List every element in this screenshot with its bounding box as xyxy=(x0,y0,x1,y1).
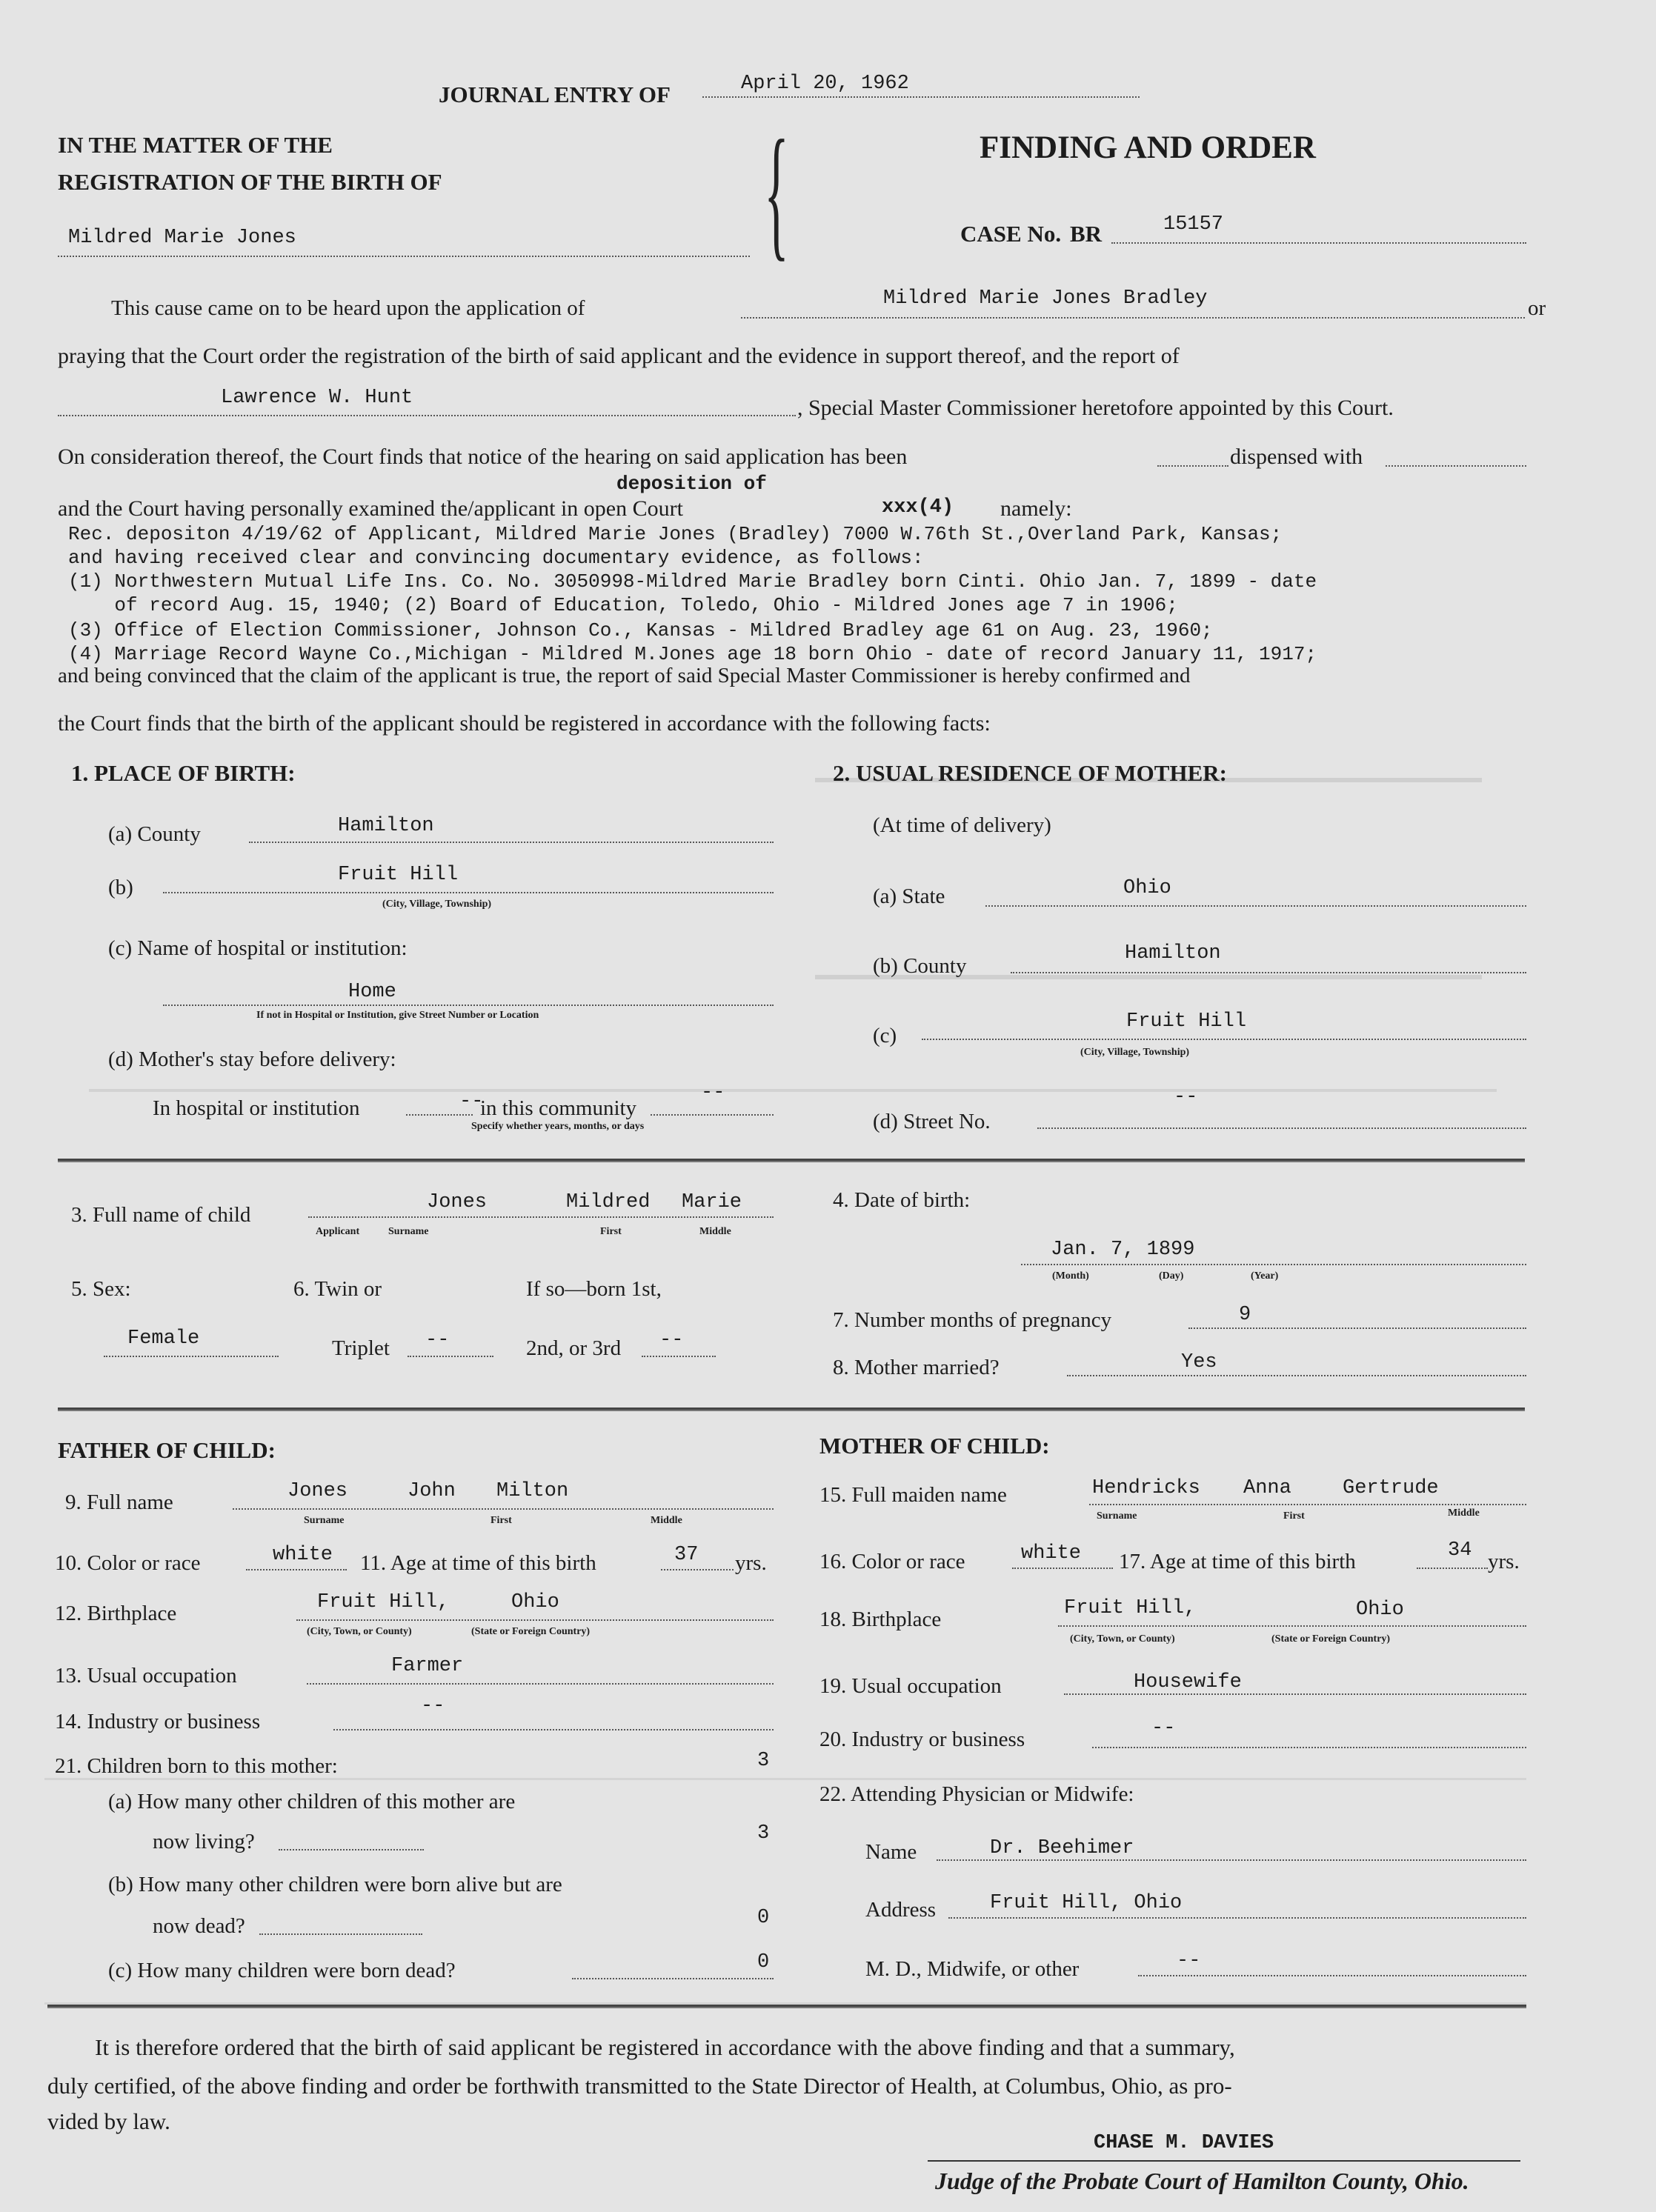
physician-label: 22. Attending Physician or Midwife: xyxy=(819,1782,1134,1806)
county-label: (a) County xyxy=(108,822,201,846)
father-industry: -- xyxy=(421,1695,445,1717)
stay-hospital-label: In hospital or institution xyxy=(153,1096,360,1120)
md-value: -- xyxy=(1177,1950,1201,1972)
case-prefix: BR xyxy=(1070,221,1103,247)
res-county-value: Hamilton xyxy=(1125,942,1221,965)
pregnancy-value: 9 xyxy=(1239,1304,1251,1326)
mother-cap-surname: Surname xyxy=(1097,1510,1137,1522)
mother-age-label: 17. Age at time of this birth xyxy=(1119,1550,1356,1573)
father-race-label: 10. Color or race xyxy=(55,1551,201,1575)
commissioner-line xyxy=(58,415,796,416)
stillborn-label: (c) How many children were born dead? xyxy=(108,1959,456,1982)
father-cap-middle: Middle xyxy=(651,1515,682,1526)
order-line-2: duly certified, of the above finding and order be forthwith transmitted to the State Director of Health, at Columbus, Ohio, as pro- xyxy=(47,2073,1232,2099)
place-of-birth-heading: 1. PLACE OF BIRTH: xyxy=(71,760,296,786)
judge-name: CHASE M. DAVIES xyxy=(1094,2132,1274,2154)
father-age: 37 xyxy=(674,1544,699,1566)
living-value: 3 xyxy=(757,1822,770,1845)
dispensed-with: dispensed with xyxy=(1230,444,1363,469)
residence-sub: (At time of delivery) xyxy=(873,813,1051,837)
mother-birthplace-line xyxy=(1058,1625,1526,1627)
street-line xyxy=(1037,1127,1526,1129)
city-caption: (City, Village, Township) xyxy=(382,899,492,910)
dob-label: 4. Date of birth: xyxy=(833,1188,971,1212)
triplet-label: Triplet xyxy=(332,1336,390,1360)
paragraph-commissioner-end: , Special Master Commissioner heretofore appointed by this Court. xyxy=(797,396,1394,420)
father-age-label: 11. Age at time of this birth xyxy=(360,1551,596,1575)
subject-name: Mildred Marie Jones xyxy=(68,227,296,249)
father-age-line xyxy=(661,1569,734,1570)
stay-label: (d) Mother's stay before delivery: xyxy=(108,1047,396,1071)
sex-value: Female xyxy=(127,1327,200,1350)
judge-title: Judge of the Probate Court of Hamilton County, Ohio. xyxy=(935,2168,1469,2194)
deposition-insert: deposition of xyxy=(616,473,767,495)
father-name-line xyxy=(233,1508,774,1510)
journal-date-line xyxy=(702,96,1140,98)
state-line xyxy=(985,905,1526,907)
mother-cap-middle: Middle xyxy=(1448,1508,1480,1519)
paragraph-namely: namely: xyxy=(1000,496,1072,521)
order-label: 2nd, or 3rd xyxy=(526,1336,622,1360)
res-city-label: (c) xyxy=(873,1024,897,1047)
mother-industry-line xyxy=(1092,1747,1526,1748)
father-cap-first: First xyxy=(491,1515,512,1526)
case-number: 15157 xyxy=(1163,213,1224,236)
dob-line xyxy=(1021,1264,1526,1265)
mother-birthplace-label: 18. Birthplace xyxy=(819,1608,942,1631)
hospital-line xyxy=(163,1005,774,1006)
street-value: -- xyxy=(1174,1086,1198,1108)
married-line xyxy=(1067,1375,1526,1376)
commissioner-name: Lawrence W. Hunt xyxy=(221,387,413,409)
mother-race: white xyxy=(1021,1542,1082,1565)
stillborn-value: 0 xyxy=(757,1951,770,1973)
sex-line xyxy=(104,1356,279,1357)
evidence-line-3: (1) Northwestern Mutual Life Ins. Co. No. 3050998-Mildred Marie Bradley born Cinti. Ohio Jan. 7, 1899 - date xyxy=(68,570,1317,593)
paragraph-convinced: and being convinced that the claim of the applicant is true, the report of said Special Master Commissioner is hereby confirmed and xyxy=(58,664,1191,687)
married-label: 8. Mother married? xyxy=(833,1356,1000,1379)
mother-first: Anna xyxy=(1243,1477,1291,1499)
street-label: (d) Street No. xyxy=(873,1110,991,1133)
father-industry-label: 14. Industry or business xyxy=(55,1710,261,1733)
paragraph-application-end: or xyxy=(1528,296,1546,320)
residence-heading: 2. USUAL RESIDENCE OF MOTHER: xyxy=(833,760,1227,786)
father-industry-line xyxy=(333,1729,774,1730)
matter-line-2: REGISTRATION OF THE BIRTH OF xyxy=(58,169,442,195)
cap-year: (Year) xyxy=(1251,1270,1279,1282)
mother-cap-first: First xyxy=(1283,1510,1305,1522)
paragraph-court-finds: the Court finds that the birth of the applicant should be registered in accordance with the following facts: xyxy=(58,711,991,736)
brace-glyph: { xyxy=(764,110,789,274)
father-cap-city: (City, Town, or County) xyxy=(307,1626,412,1637)
triplet-line xyxy=(408,1356,493,1357)
mother-age-line xyxy=(1417,1568,1488,1569)
mother-occupation: Housewife xyxy=(1134,1671,1242,1693)
cap-day: (Day) xyxy=(1159,1270,1184,1282)
physician-address-label: Address xyxy=(865,1898,937,1922)
children-total: 3 xyxy=(757,1750,770,1772)
father-race: white xyxy=(273,1544,333,1566)
paragraph-application-start: This cause came on to be heard upon the application of xyxy=(111,296,585,320)
mother-birthplace-state: Ohio xyxy=(1356,1599,1404,1621)
city-line xyxy=(163,892,774,893)
mother-industry-label: 20. Industry or business xyxy=(819,1728,1025,1751)
mother-middle: Gertrude xyxy=(1343,1477,1439,1499)
children-label: 21. Children born to this mother: xyxy=(55,1754,338,1778)
father-surname: Jones xyxy=(287,1480,348,1502)
paragraph-praying: praying that the Court order the registration of the birth of said applicant and the evidence in support thereof, and the report of xyxy=(58,344,1180,368)
evidence-line-1: Rec. depositon 4/19/62 of Applicant, Mildred Marie Jones (Bradley) 7000 W.76th St.,Overland Park, Kansas; xyxy=(68,523,1283,545)
state-label: (a) State xyxy=(873,885,945,908)
stay-community-line xyxy=(651,1114,774,1116)
father-name-label: 9. Full name xyxy=(65,1490,173,1514)
journal-date: April 20, 1962 xyxy=(741,73,909,95)
physician-address-line xyxy=(948,1917,1526,1919)
father-occupation-line xyxy=(307,1683,774,1685)
born-label: If so—born 1st, xyxy=(526,1277,662,1301)
cap-middle: Middle xyxy=(699,1226,731,1237)
state-value: Ohio xyxy=(1123,877,1171,899)
mother-surname: Hendricks xyxy=(1092,1477,1200,1499)
res-county-label: (b) County xyxy=(873,954,967,978)
dob-value: Jan. 7, 1899 xyxy=(1051,1239,1195,1261)
child-first: Mildred xyxy=(566,1191,651,1213)
dead-value: 0 xyxy=(757,1907,770,1929)
mother-heading: MOTHER OF CHILD: xyxy=(819,1433,1050,1459)
section-divider-1 xyxy=(58,1159,1525,1162)
mother-race-label: 16. Color or race xyxy=(819,1550,965,1573)
struck-text: xxx(4) xyxy=(882,496,954,519)
evidence-line-6: (4) Marriage Record Wayne Co.,Michigan - Mildred M.Jones age 18 born Ohio - date of record January 11, 1917; xyxy=(68,643,1317,665)
res-city-line xyxy=(922,1039,1526,1040)
paragraph-examined: and the Court having personally examined the/applicant in open Court xyxy=(58,496,683,521)
cap-first: First xyxy=(600,1226,622,1237)
county-value: Hamilton xyxy=(338,815,434,837)
md-label: M. D., Midwife, or other xyxy=(865,1957,1080,1981)
notice-line-1 xyxy=(1157,465,1228,467)
mother-name-label: 15. Full maiden name xyxy=(819,1483,1007,1507)
mother-occupation-line xyxy=(1064,1693,1526,1695)
matter-line-1: IN THE MATTER OF THE xyxy=(58,132,333,158)
md-line xyxy=(1138,1975,1526,1976)
evidence-line-2: and having received clear and convincing documentary evidence, as follows: xyxy=(68,547,924,569)
mother-industry: -- xyxy=(1151,1717,1176,1739)
child-name-label: 3. Full name of child xyxy=(71,1203,251,1227)
father-birthplace-city: Fruit Hill, xyxy=(317,1591,450,1613)
physician-name-label: Name xyxy=(865,1840,917,1864)
applicant-name: Mildred Marie Jones Bradley xyxy=(883,287,1208,310)
mother-cap-city: (City, Town, or County) xyxy=(1070,1633,1175,1645)
married-value: Yes xyxy=(1181,1351,1217,1373)
city-value: Fruit Hill xyxy=(338,864,459,886)
applicant-line xyxy=(741,317,1525,319)
sex-label: 5. Sex: xyxy=(71,1277,131,1301)
paragraph-consideration: On consideration thereof, the Court finds that notice of the hearing on said application has been xyxy=(58,444,908,469)
stay-community-label: in this community xyxy=(480,1096,637,1120)
living-line xyxy=(279,1849,424,1850)
case-label: CASE No. xyxy=(960,221,1062,247)
living-label-2: now living? xyxy=(153,1830,255,1853)
section-divider-3 xyxy=(47,2005,1526,2008)
father-birthplace-state: Ohio xyxy=(511,1591,559,1613)
order-line-3: vided by law. xyxy=(47,2108,170,2134)
father-birthplace-line xyxy=(296,1619,774,1621)
triplet-value: -- xyxy=(425,1329,450,1351)
father-occupation: Farmer xyxy=(391,1655,464,1677)
hospital-value: Home xyxy=(348,981,396,1003)
mother-age-unit: yrs. xyxy=(1488,1550,1520,1573)
hospital-label: (c) Name of hospital or institution: xyxy=(108,936,408,960)
signature-line xyxy=(928,2160,1520,2162)
stay-hospital-line xyxy=(406,1114,473,1116)
res-city-caption: (City, Village, Township) xyxy=(1080,1047,1190,1058)
stillborn-line xyxy=(572,1978,774,1979)
county-line xyxy=(249,842,774,843)
stay-hospital-value: -- xyxy=(459,1090,484,1113)
father-occupation-label: 13. Usual occupation xyxy=(55,1664,237,1688)
evidence-line-4: of record Aug. 15, 1940; (2) Board of Education, Toledo, Ohio - Mildred Jones age 7 in 1906; xyxy=(68,594,1178,616)
res-county-line xyxy=(1011,972,1526,973)
child-middle: Marie xyxy=(682,1191,742,1213)
physician-address: Fruit Hill, Ohio xyxy=(990,1892,1183,1914)
mother-age: 34 xyxy=(1448,1539,1472,1562)
mother-race-line xyxy=(1012,1568,1113,1569)
dead-line xyxy=(259,1933,422,1935)
child-surname: Jones xyxy=(427,1191,488,1213)
order-value: -- xyxy=(659,1329,684,1351)
pregnancy-line xyxy=(1188,1327,1526,1329)
father-first: John xyxy=(408,1480,456,1502)
mother-name-line xyxy=(1089,1504,1526,1505)
notice-line-2 xyxy=(1386,465,1526,467)
physician-name: Dr. Beehimer xyxy=(990,1837,1134,1859)
hospital-caption: If not in Hospital or Institution, give Street Number or Location xyxy=(256,1010,539,1021)
cap-applicant: Applicant xyxy=(316,1226,360,1237)
order-line-1: It is therefore ordered that the birth of said applicant be registered in accordance with the above finding and that a summary, xyxy=(95,2034,1235,2060)
twin-label: 6. Twin or xyxy=(293,1277,382,1301)
physician-name-line xyxy=(937,1859,1526,1861)
case-number-line xyxy=(1111,242,1526,244)
father-middle: Milton xyxy=(496,1480,569,1502)
father-race-line xyxy=(246,1569,347,1570)
father-age-unit: yrs. xyxy=(735,1551,767,1575)
father-birthplace-label: 12. Birthplace xyxy=(55,1602,177,1625)
mother-cap-state: (State or Foreign Country) xyxy=(1271,1633,1391,1645)
evidence-line-5: (3) Office of Election Commissioner, Johnson Co., Kansas - Mildred Bradley age 61 on Aug. 23, 1960; xyxy=(68,619,1213,642)
bleed-through-shadow xyxy=(89,1089,1497,1092)
stay-caption: Specify whether years, months, or days xyxy=(471,1121,645,1132)
cap-month: (Month) xyxy=(1052,1270,1089,1282)
mother-birthplace-city: Fruit Hill, xyxy=(1064,1597,1197,1619)
stay-community-value: -- xyxy=(701,1082,725,1104)
document-title: FINDING AND ORDER xyxy=(980,130,1316,165)
dead-label-1: (b) How many other children were born alive but are xyxy=(108,1873,562,1896)
city-label: (b) xyxy=(108,876,133,899)
mother-occupation-label: 19. Usual occupation xyxy=(819,1674,1002,1698)
pregnancy-label: 7. Number months of pregnancy xyxy=(833,1308,1112,1332)
living-label-1: (a) How many other children of this mother are xyxy=(108,1790,516,1813)
child-name-line xyxy=(308,1216,774,1218)
father-cap-surname: Surname xyxy=(304,1515,345,1526)
cap-surname: Surname xyxy=(388,1226,429,1237)
order-line xyxy=(642,1356,716,1357)
father-cap-state: (State or Foreign Country) xyxy=(471,1626,591,1637)
res-city-value: Fruit Hill xyxy=(1126,1010,1247,1033)
journal-entry-label: JOURNAL ENTRY OF xyxy=(439,81,671,107)
subject-name-line xyxy=(58,256,750,257)
dead-label-2: now dead? xyxy=(153,1914,245,1938)
father-heading: FATHER OF CHILD: xyxy=(58,1437,276,1463)
section-divider-2 xyxy=(58,1408,1525,1411)
